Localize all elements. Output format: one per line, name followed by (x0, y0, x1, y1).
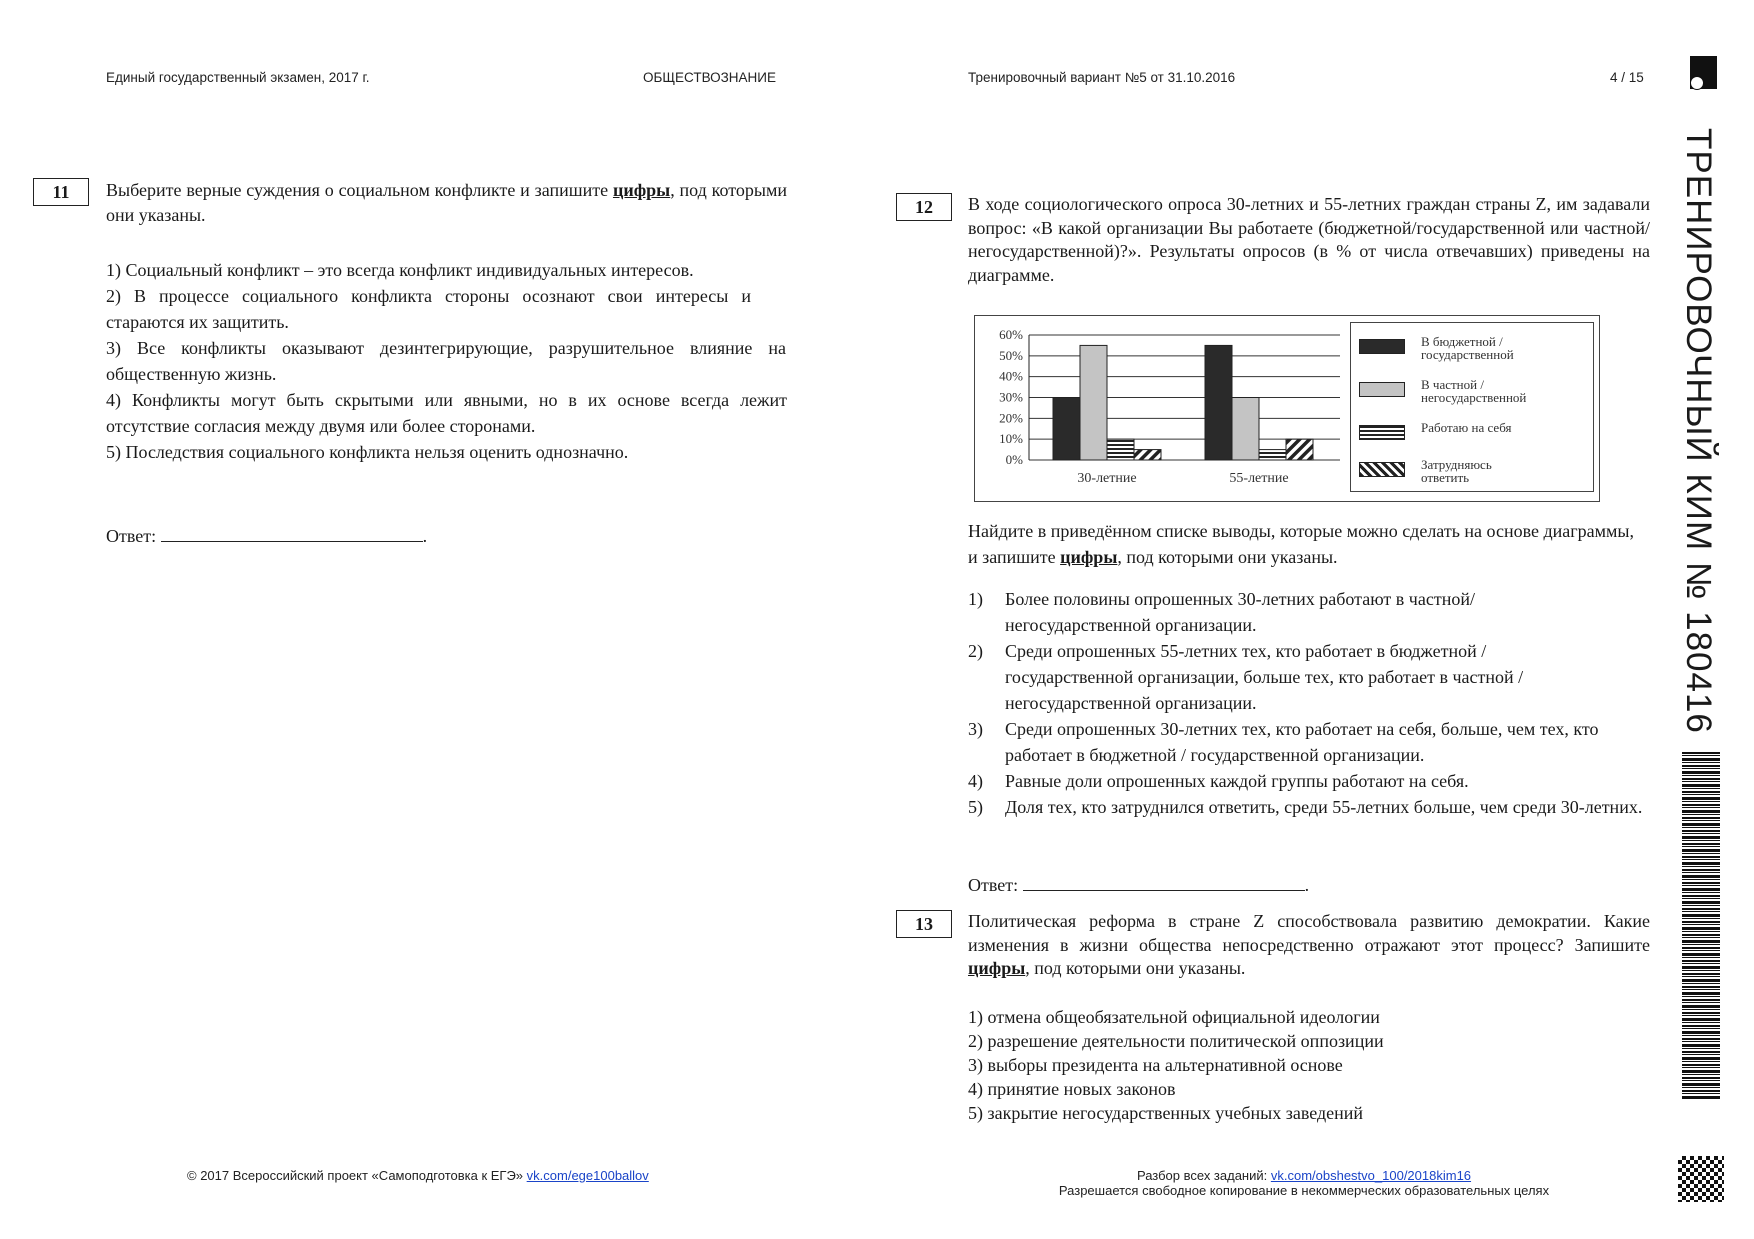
q12-option-number: 5) (968, 797, 983, 817)
legend-item (1359, 421, 1511, 440)
question-12-task (968, 518, 1636, 570)
question-13-intro (968, 910, 1650, 981)
q12-option-text: Равные доли опрошенных каждой группы работают на себя. (1005, 771, 1469, 791)
q12-option-number: 2) (968, 641, 983, 661)
header-variant: Тренировочный вариант №5 от 31.10.2016 (968, 70, 1236, 85)
legend-label: государственной (1421, 347, 1514, 362)
question-11-answer (106, 522, 427, 549)
legend-label: В бюджетной / (1421, 334, 1503, 349)
legend-label: В частной / (1421, 377, 1484, 392)
chart-bar (1286, 439, 1313, 460)
question-12-intro: В ходе социологического опроса 30-летних и 55-летних граждан страны Z, им задавали вопрос: «В какой организации Вы работаете (бюджетной/государственной или частной/негосударственной)?». Результаты опросов (в % от числа отвечавших) приведены на диаграмме. (968, 194, 1650, 285)
page-number: 4 / 15 (1610, 70, 1644, 85)
q12-task-bold: цифры (1060, 547, 1118, 567)
answer-end: . (422, 526, 428, 546)
footer-right-label: Разбор всех заданий: (1136, 1168, 1271, 1183)
q13-option: 5) закрытие негосударственных учебных заведений (968, 1103, 1364, 1123)
q12-task-a: Найдите в приведённом списке выводы, которые можно сделать на основе диаграммы, и запишите (968, 521, 1635, 567)
chart-y-tick-label: 60% (999, 327, 1023, 342)
question-11-intro (106, 178, 787, 227)
barcode-icon (1682, 752, 1720, 1100)
legend-label: негосударственной (1421, 390, 1527, 405)
question-12-answer (968, 871, 1309, 898)
answer-end: . (1304, 875, 1310, 895)
q11-intro-b: , под которыми они указаны. (106, 180, 787, 225)
q11-option: 2) В процессе социального конфликта стороны осознают свои интересы и стараются их защитить. (106, 286, 751, 332)
q13-intro-bold: цифры (968, 958, 1026, 978)
chart-x-tick-label: 30-летние (1077, 471, 1137, 486)
chart-bar (1259, 450, 1286, 460)
q11-intro-a: Выберите верные суждения о социальном конфликте и запишите (106, 180, 613, 200)
q12-option-text: Среди опрошенных 55-летних тех, кто работает в бюджетной / государственной организации, больше тех, кто работает в частной / негосударственной организации. (1005, 641, 1524, 713)
answer-label: Ответ: (968, 875, 1019, 895)
footer-right-link[interactable]: vk.com/obshestvo_100/2018kim16 (1270, 1168, 1472, 1183)
q12-option-text: Доля тех, кто затруднился ответить, среди 55-летних больше, чем среди 30-летних. (1005, 797, 1643, 817)
q13-option: 4) принятие новых законов (968, 1079, 1176, 1099)
footer-left (187, 1168, 649, 1183)
question-13-number: 13 (896, 910, 952, 938)
chart-bar (1205, 345, 1232, 460)
footer-copyright: © 2017 Всероссийский проект «Самоподготовка к ЕГЭ» (187, 1168, 527, 1183)
legend-label: Работаю на себя (1421, 420, 1512, 435)
q12-option-number: 1) (968, 589, 983, 609)
answer-field[interactable] (161, 522, 423, 542)
q12-option (968, 586, 1650, 638)
q11-intro-bold: цифры (612, 180, 671, 200)
q11-option: 3) Все конфликты оказывают дезинтегрирующие, разрушительное влияние на общественную жизнь. (106, 338, 786, 384)
chart-bar (1134, 450, 1161, 460)
q13-intro-b: , под которыми они указаны. (1025, 958, 1246, 978)
chart-bar (1080, 345, 1107, 460)
q13-option: 1) отмена общеобязательной официальной идеологии (968, 1007, 1380, 1027)
corner-dot-icon (1690, 76, 1704, 90)
chart-bar (1107, 439, 1134, 460)
q11-option: 1) Социальный конфликт – это всегда конфликт индивидуальных интересов. (106, 260, 694, 280)
question-11-options (106, 257, 787, 465)
legend-item (1359, 335, 1514, 361)
q13-intro-a: Политическая реформа в стране Z способствовала развитию демократии. Какие изменения в жизни общества непосредственно отражают этот процесс? Запишите (968, 911, 1650, 955)
chart-y-tick-label: 20% (999, 410, 1023, 426)
q12-option-number: 4) (968, 771, 983, 791)
q12-task-b: , под которыми они указаны. (1117, 547, 1338, 567)
footer-right (1030, 1168, 1578, 1198)
legend-label: Затрудняюсь (1421, 457, 1492, 472)
chart-bar (1232, 398, 1259, 461)
header-subject: ОБЩЕСТВОЗНАНИЕ (643, 70, 776, 85)
chart-bar (1053, 398, 1080, 461)
chart-y-tick-label: 30% (999, 389, 1023, 405)
footer-note: Разрешается свободное копирование в некоммерческих образовательных целях (1058, 1183, 1550, 1198)
header-exam: Единый государственный экзамен, 2017 г. (106, 70, 370, 85)
question-12-options (968, 586, 1650, 820)
q13-option: 3) выборы президента на альтернативной основе (968, 1055, 1343, 1075)
legend-label: ответить (1421, 470, 1470, 485)
chart-legend (1350, 322, 1594, 492)
chart-y-tick-label: 0% (1005, 452, 1023, 467)
q12-option-text: Более половины опрошенных 30-летних работают в частной/ негосударственной организации. (1005, 589, 1475, 635)
legend-item (1359, 458, 1492, 484)
q12-option (968, 768, 1650, 794)
footer-left-link[interactable]: vk.com/ege100ballov (526, 1168, 649, 1183)
question-12-number: 12 (896, 193, 952, 221)
q12-option (968, 794, 1650, 820)
answer-label: Ответ: (106, 526, 157, 546)
legend-swatch-light-icon (1359, 382, 1405, 397)
question-11-number: 11 (33, 178, 89, 206)
legend-swatch-dark-icon (1359, 339, 1405, 354)
q13-option: 2) разрешение деятельности политической оппозиции (968, 1031, 1384, 1051)
q12-option (968, 638, 1650, 716)
legend-item (1359, 378, 1526, 404)
legend-swatch-diagonal-icon (1359, 462, 1405, 477)
chart-y-tick-label: 10% (999, 431, 1023, 447)
qr-code-icon (1678, 1156, 1724, 1202)
q12-option (968, 716, 1650, 768)
q11-option: 5) Последствия социального конфликта нельзя оценить однозначно. (106, 442, 629, 462)
legend-swatch-horizontal-icon (1359, 425, 1405, 440)
answer-field[interactable] (1023, 871, 1305, 891)
chart-x-tick-label: 55-летние (1229, 471, 1289, 486)
chart-y-tick-label: 50% (999, 347, 1023, 363)
q12-option-text: Среди опрошенных 30-летних тех, кто работает на себя, больше, чем тех, кто работает в бюджетной / государственной организации. (1005, 719, 1599, 765)
question-13-options (968, 1005, 1650, 1125)
chart-y-tick-label: 40% (999, 368, 1023, 384)
side-title: ТРЕНИРОВОЧНЫЙ КИМ № 180416 (1679, 128, 1718, 734)
q12-option-number: 3) (968, 719, 983, 739)
q11-option: 4) Конфликты могут быть скрытыми или явными, но в их основе всегда лежит отсутствие согласия между двумя или более сторонами. (106, 390, 787, 436)
